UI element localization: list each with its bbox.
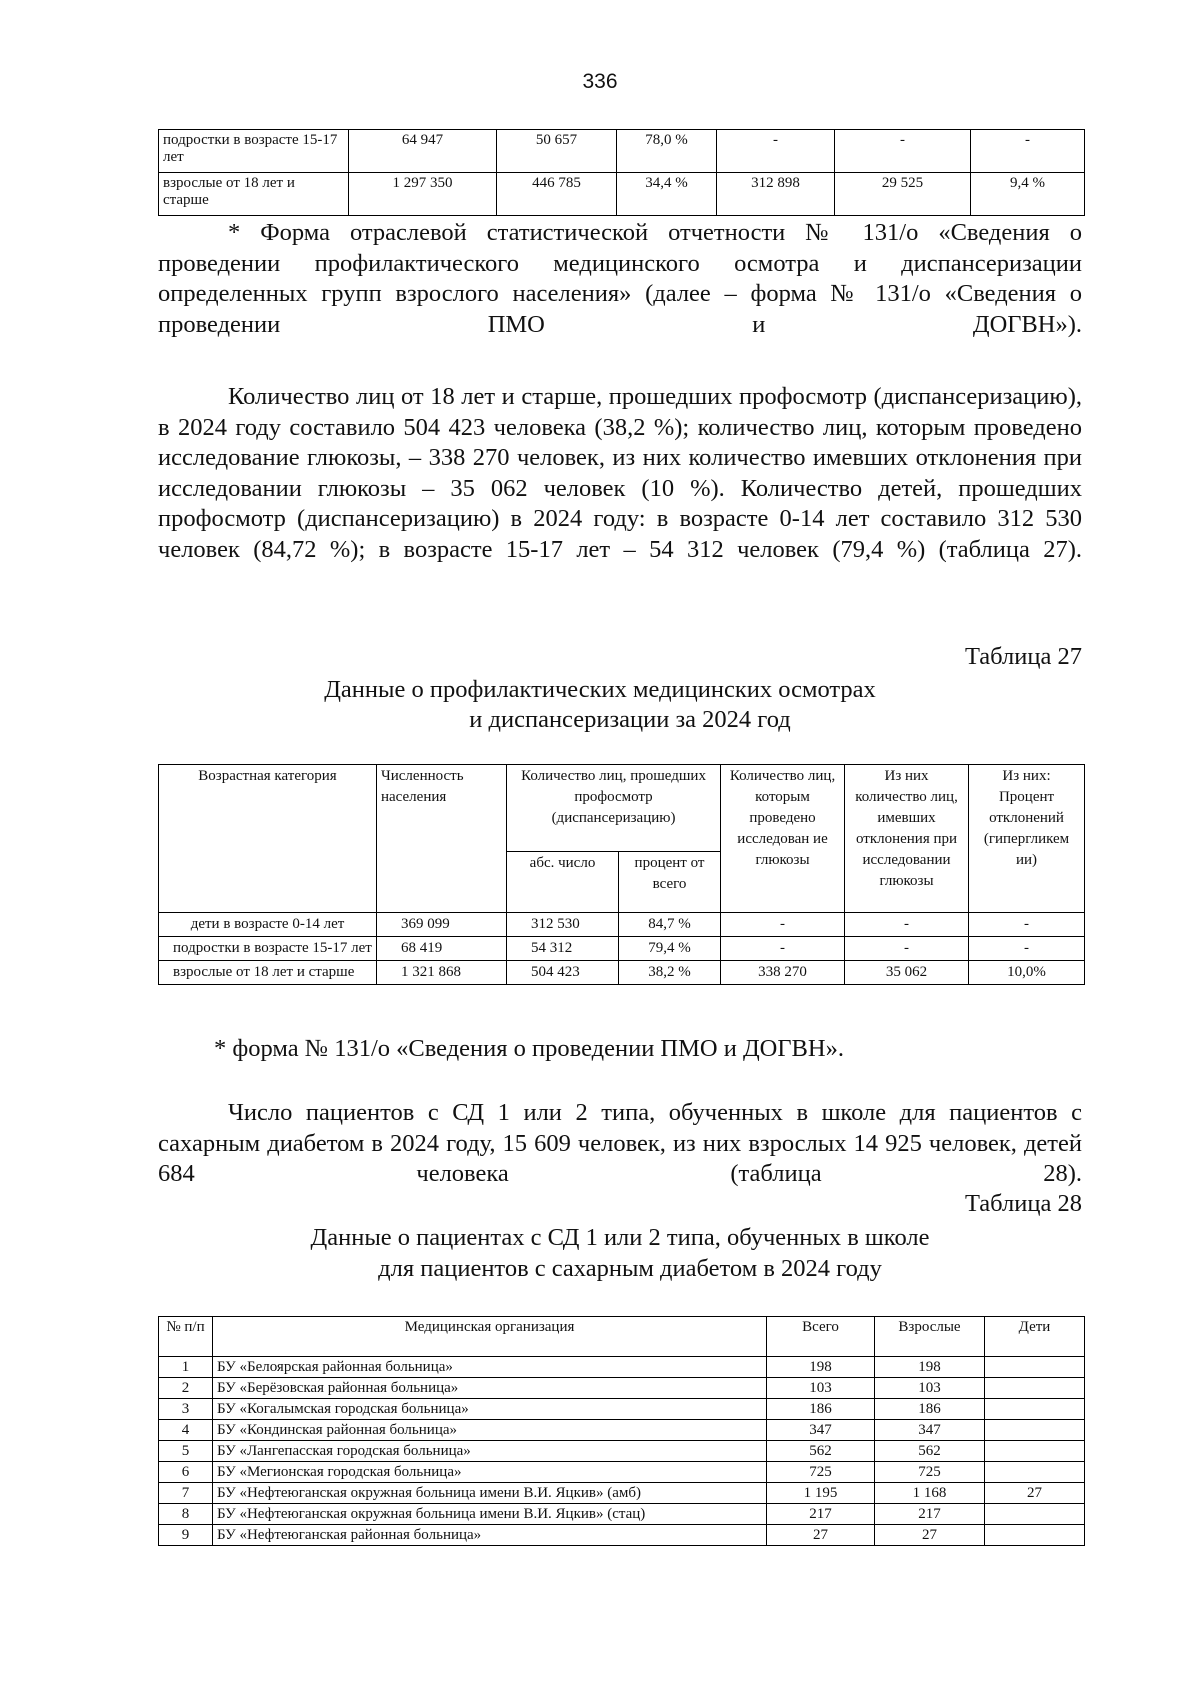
cell-population: 369 099	[377, 913, 507, 937]
cell-children: 27	[985, 1483, 1085, 1504]
cell-total: 198	[767, 1357, 875, 1378]
cell-children	[985, 1399, 1085, 1420]
cell-passed-pct: 78,0 %	[617, 130, 717, 173]
cell-organization: БУ «Белоярская районная больница»	[213, 1357, 767, 1378]
cell-number: 5	[159, 1441, 213, 1462]
cell-children	[985, 1504, 1085, 1525]
cell-adults: 217	[875, 1504, 985, 1525]
table-row	[159, 1483, 1085, 1504]
cell-passed-pct: 84,7 %	[619, 913, 721, 937]
cell-passed-pct: 38,2 %	[619, 961, 721, 985]
continuation-table	[158, 129, 1085, 216]
cell-glucose: -	[721, 913, 845, 937]
header-deviations: Из них количество лиц, имевших отклонения при исследовании глюкозы	[845, 765, 969, 913]
cell-number: 6	[159, 1462, 213, 1483]
header-number: № п/п	[159, 1317, 213, 1357]
table-row	[159, 937, 1085, 961]
header-passed: Количество лиц, прошедших профосмотр (диспансеризацию)	[507, 765, 721, 852]
cell-adults: 198	[875, 1357, 985, 1378]
cell-number: 3	[159, 1399, 213, 1420]
table-row	[159, 1462, 1085, 1483]
cell-total: 103	[767, 1378, 875, 1399]
cell-deviation-pct: -	[971, 130, 1085, 173]
cell-glucose: 338 270	[721, 961, 845, 985]
cell-glucose: 312 898	[717, 173, 835, 216]
table27-label: Таблица 27	[964, 643, 1082, 670]
footnote-form-131: * Форма отраслевой статистической отчетности № 131/о «Сведения о проведении профилактического медицинского осмотра и диспансеризации определенных групп взрослого населения» (далее – форма № 131/о «Сведения о проведении ПМО и ДОГВН»).	[158, 219, 1082, 338]
cell-total: 1 195	[767, 1483, 875, 1504]
header-abs-number: абс. число	[507, 852, 619, 913]
table28-title-line1: Данные о пациентах с СД 1 или 2 типа, обученных в школе	[310, 1224, 930, 1251]
cell-category: дети в возрасте 0-14 лет	[159, 913, 377, 937]
footnote-form-131-short: * форма № 131/о «Сведения о проведении ПМО и ДОГВН».	[214, 1035, 844, 1062]
table-row	[159, 130, 1085, 173]
cell-category: взрослые от 18 лет и старше	[159, 961, 377, 985]
cell-population: 1 321 868	[377, 961, 507, 985]
cell-children	[985, 1378, 1085, 1399]
cell-deviations: 35 062	[845, 961, 969, 985]
cell-organization: БУ «Мегионская городская больница»	[213, 1462, 767, 1483]
cell-children	[985, 1462, 1085, 1483]
cell-category: подростки в возрасте 15-17 лет	[159, 130, 349, 173]
cell-number: 8	[159, 1504, 213, 1525]
cell-total: 562	[767, 1441, 875, 1462]
cell-adults: 725	[875, 1462, 985, 1483]
cell-deviation-pct: 9,4 %	[971, 173, 1085, 216]
table-row	[159, 1504, 1085, 1525]
cell-children	[985, 1525, 1085, 1546]
cell-total: 217	[767, 1504, 875, 1525]
header-deviation-pct: Из них: Процент отклонений (гипергликем ии)	[969, 765, 1085, 913]
cell-number: 2	[159, 1378, 213, 1399]
paragraph-checkups: Количество лиц от 18 лет и старше, прошедших профосмотр (диспансеризацию), в 2024 году составило 504 423 человека (38,2 %); количество лиц, которым проведено исследование глюкозы, – 338 270 человек, из них количество имевших отклонения при исследовании глюкозы – 35 062 человек (10 %). Количество детей, прошедших профосмотр (диспансеризацию) в 2024 году: в возрасте 0-14 лет составило 312 530 человек (84,72 %); в возрасте 15-17 лет – 54 312 человек (79,4 %) (таблица 27).	[158, 383, 1082, 563]
cell-adults: 103	[875, 1378, 985, 1399]
header-total: Всего	[767, 1317, 875, 1357]
table-header-row	[159, 765, 1085, 852]
cell-glucose: -	[721, 937, 845, 961]
cell-adults: 186	[875, 1399, 985, 1420]
table-row	[159, 961, 1085, 985]
cell-organization: БУ «Лангепасская городская больница»	[213, 1441, 767, 1462]
cell-passed-abs: 54 312	[507, 937, 619, 961]
table-row	[159, 1420, 1085, 1441]
header-glucose: Количество лиц, которым проведено исследован ие глюкозы	[721, 765, 845, 913]
cell-adults: 27	[875, 1525, 985, 1546]
cell-category: взрослые от 18 лет и старше	[159, 173, 349, 216]
cell-deviations: -	[835, 130, 971, 173]
cell-organization: БУ «Нефтеюганская окружная больница имени В.И. Яцкив» (стац)	[213, 1504, 767, 1525]
cell-passed-pct: 79,4 %	[619, 937, 721, 961]
cell-children	[985, 1357, 1085, 1378]
cell-deviation-pct: -	[969, 913, 1085, 937]
cell-adults: 562	[875, 1441, 985, 1462]
cell-organization: БУ «Нефтеюганская районная больница»	[213, 1525, 767, 1546]
header-organization: Медицинская организация	[213, 1317, 767, 1357]
cell-deviation-pct: 10,0%	[969, 961, 1085, 985]
cell-passed-pct: 34,4 %	[617, 173, 717, 216]
table-27	[158, 764, 1085, 985]
cell-adults: 347	[875, 1420, 985, 1441]
table-row	[159, 1399, 1085, 1420]
cell-organization: БУ «Берёзовская районная больница»	[213, 1378, 767, 1399]
table-row	[159, 1357, 1085, 1378]
cell-children	[985, 1420, 1085, 1441]
cell-number: 7	[159, 1483, 213, 1504]
cell-number: 1	[159, 1357, 213, 1378]
cell-number: 4	[159, 1420, 213, 1441]
cell-passed-abs: 446 785	[497, 173, 617, 216]
table28-title-line2: для пациентов с сахарным диабетом в 2024 году	[378, 1255, 882, 1282]
header-percent: процент от всего	[619, 852, 721, 913]
cell-passed-abs: 504 423	[507, 961, 619, 985]
table-row	[159, 1441, 1085, 1462]
header-children: Дети	[985, 1317, 1085, 1357]
table-row	[159, 173, 1085, 216]
cell-total: 186	[767, 1399, 875, 1420]
table27-title-line2: и диспансеризации за 2024 год	[469, 706, 791, 733]
table-header-row	[159, 1317, 1085, 1357]
cell-category: подростки в возрасте 15-17 лет	[159, 937, 377, 961]
cell-population: 68 419	[377, 937, 507, 961]
header-adults: Взрослые	[875, 1317, 985, 1357]
cell-organization: БУ «Кондинская районная больница»	[213, 1420, 767, 1441]
cell-adults: 1 168	[875, 1483, 985, 1504]
table-row	[159, 1378, 1085, 1399]
paragraph-diabetes-school: Число пациентов с СД 1 или 2 типа, обученных в школе для пациентов с сахарным диабетом в 2024 году, 15 609 человек, из них взрослых 14 925 человек, детей 684 человека (таблица 28).	[158, 1099, 1082, 1187]
cell-children	[985, 1441, 1085, 1462]
table-28	[158, 1316, 1085, 1546]
cell-population: 1 297 350	[349, 173, 497, 216]
table28-label: Таблица 28	[964, 1190, 1082, 1217]
header-age-category: Возрастная категория	[159, 765, 377, 913]
table27-title-line1: Данные о профилактических медицинских осмотрах	[324, 676, 876, 703]
cell-glucose: -	[717, 130, 835, 173]
cell-deviations: -	[845, 913, 969, 937]
table-row	[159, 913, 1085, 937]
cell-number: 9	[159, 1525, 213, 1546]
cell-deviation-pct: -	[969, 937, 1085, 961]
cell-deviations: -	[845, 937, 969, 961]
cell-passed-abs: 50 657	[497, 130, 617, 173]
cell-deviations: 29 525	[835, 173, 971, 216]
cell-population: 64 947	[349, 130, 497, 173]
cell-total: 347	[767, 1420, 875, 1441]
cell-total: 27	[767, 1525, 875, 1546]
cell-total: 725	[767, 1462, 875, 1483]
page-number: 336	[582, 70, 618, 93]
cell-organization: БУ «Нефтеюганская окружная больница имени В.И. Яцкив» (амб)	[213, 1483, 767, 1504]
table-row	[159, 1525, 1085, 1546]
cell-organization: БУ «Когалымская городская больница»	[213, 1399, 767, 1420]
header-population: Численность населения	[377, 765, 507, 913]
cell-passed-abs: 312 530	[507, 913, 619, 937]
